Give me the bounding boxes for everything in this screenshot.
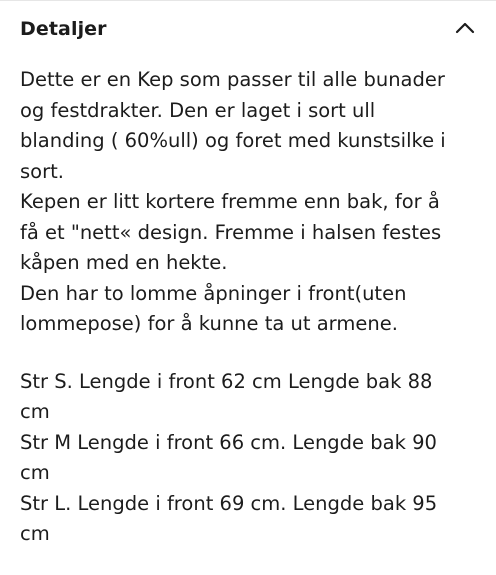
description-line: lommepose) for å kunne ta ut armene. <box>20 312 398 335</box>
description-line: og festdrakter. Den er laget i sort ull <box>20 98 376 122</box>
details-accordion-body <box>0 57 496 550</box>
chevron-up-icon[interactable] <box>454 21 476 35</box>
description-line: Kepen er litt kortere fremme enn bak, for å <box>20 190 440 213</box>
size-line: Str S. Lengde i front 62 cm Lengde bak 88 <box>20 369 433 393</box>
size-info <box>20 367 476 550</box>
size-line: Str M Lengde i front 66 cm. Lengde bak 90 <box>20 430 437 454</box>
description-line: Dette er en Kep som passer til alle bunader <box>20 68 445 91</box>
size-line: cm <box>20 400 50 423</box>
description-line: blanding ( 60%ull) og foret med kunstsilke i <box>20 129 446 152</box>
size-line: Str L. Lengde i front 69 cm. Lengde bak 95 <box>20 491 438 515</box>
description-line: Den har to lomme åpninger i front(uten <box>20 281 407 305</box>
description-line: kåpen med en hekte. <box>20 251 228 274</box>
size-line: cm <box>20 461 50 484</box>
details-title: Detaljer <box>20 18 107 40</box>
details-accordion <box>0 1 496 550</box>
size-line: cm <box>20 522 50 545</box>
description-line: sort. <box>20 159 64 183</box>
details-accordion-header[interactable] <box>0 1 496 57</box>
product-description <box>20 65 476 340</box>
description-line: få et "nett« design. Fremme i halsen festes <box>20 220 442 244</box>
